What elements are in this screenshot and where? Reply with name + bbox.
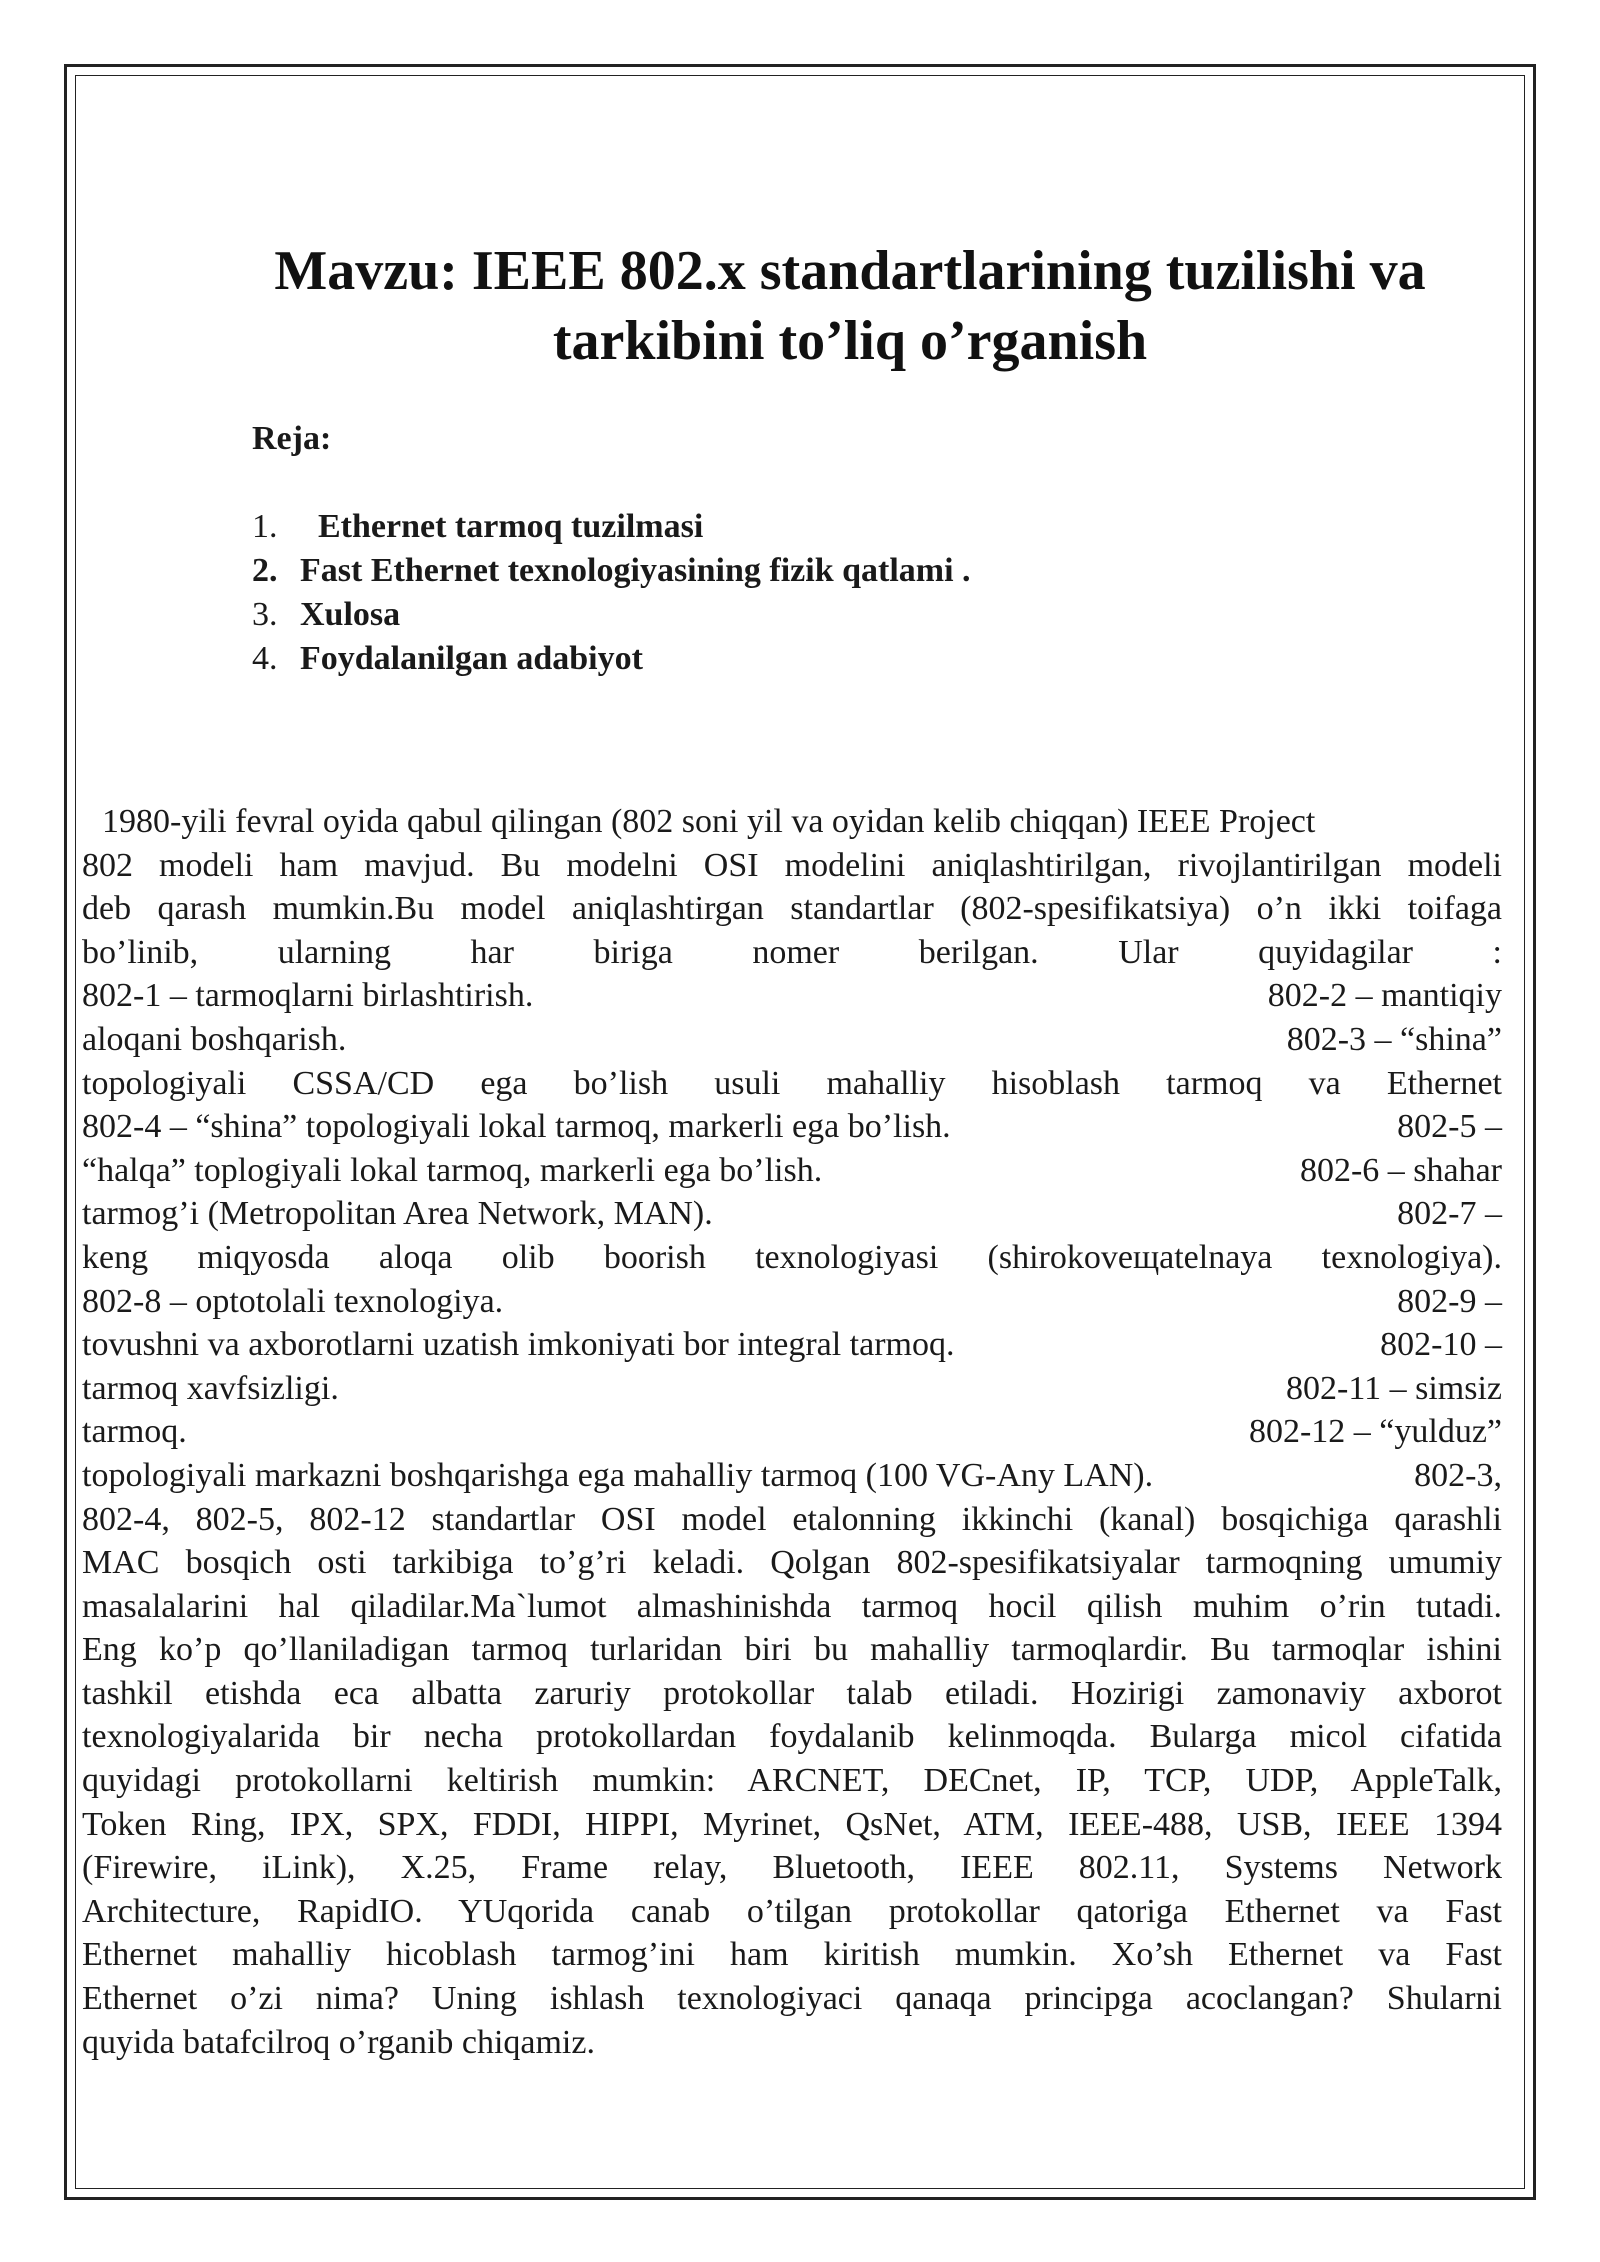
body-paragraph bbox=[82, 800, 1502, 2064]
body-line-text: “halqa” toplogiyali lokal tarmoq, markerli ega bo’lish. bbox=[82, 1151, 823, 1189]
body-line: keng miqyosda aloqa olib boorish texnologiyasi (shirokoveщatelnaya texnologiya). bbox=[82, 1238, 1502, 1276]
body-line-text: 802-7 – bbox=[1397, 1195, 1502, 1233]
body-line bbox=[82, 1280, 1502, 1324]
body-line bbox=[82, 1367, 1502, 1411]
body-line-text: 802-3 – “shina” bbox=[1286, 1020, 1502, 1058]
body-line: tashkil etishda eca albatta zaruriy protokollar talab etiladi. Hozirigi zamonaviy axborot bbox=[82, 1674, 1502, 1712]
plan-list bbox=[252, 505, 971, 681]
plan-item bbox=[252, 505, 971, 549]
body-line-text: 802-2 – mantiqiy bbox=[1267, 977, 1502, 1015]
body-line-text: 802-3, bbox=[1414, 1456, 1502, 1494]
plan-item-number: 3. bbox=[252, 596, 278, 633]
plan-heading: Reja: bbox=[252, 420, 332, 457]
body-line: topologiyali CSSA/CD ega bo’lish usuli mahalliy hisoblash tarmoq va Ethernet bbox=[82, 1064, 1502, 1102]
body-line-text: 802-4 – “shina” topologiyali lokal tarmoq, markerli ega bo’lish. bbox=[82, 1108, 951, 1146]
plan-item-number: 1. bbox=[252, 508, 278, 545]
body-line-text: tarmoq xavfsizligi. bbox=[82, 1369, 339, 1407]
plan-item-label: Ethernet tarmoq tuzilmasi bbox=[318, 508, 704, 545]
document-title bbox=[150, 236, 1550, 376]
body-line-text: 802-8 – optotolali texnologiya. bbox=[82, 1282, 504, 1320]
body-line-text: 802-6 – shahar bbox=[1299, 1151, 1502, 1189]
body-line: Architecture, RapidIO. YUqorida canab o’tilgan protokollar qatoriga Ethernet va Fast bbox=[82, 1892, 1502, 1930]
body-line bbox=[82, 1410, 1502, 1454]
body-line-text: 802-12 – “yulduz” bbox=[1248, 1413, 1502, 1451]
body-line-text: 802-10 – bbox=[1380, 1326, 1502, 1364]
body-line-text: topologiyali markazni boshqarishga ega mahalliy tarmoq (100 VG-Any LAN). bbox=[82, 1456, 1154, 1494]
body-line bbox=[82, 1149, 1502, 1193]
body-line bbox=[82, 1018, 1502, 1062]
body-line-text: 802-11 – simsiz bbox=[1286, 1369, 1502, 1407]
plan-item bbox=[252, 593, 971, 637]
body-line: MAC bosqich osti tarkibiga to’g’ri keladi. Qolgan 802-spesifikatsiyalar tarmoqning umumiy bbox=[82, 1544, 1502, 1582]
body-line: bo’linib, ularning har biriga nomer berilgan. Ular quyidagilar : bbox=[82, 933, 1502, 971]
body-line: Token Ring, IPX, SPX, FDDI, HIPPI, Myrinet, QsNet, ATM, IEEE-488, USB, IEEE 1394 bbox=[82, 1805, 1502, 1843]
plan-item-number: 4. bbox=[252, 640, 278, 677]
body-line-text: tarmog’i (Metropolitan Area Network, MAN). bbox=[82, 1195, 713, 1233]
body-line: texnologiyalarida bir necha protokollardan foydalanib kelinmoqda. Bularga micol cifatida bbox=[82, 1718, 1502, 1756]
body-line: masalalarini hal qiladilar.Ma`lumot almashinishda tarmoq hocil qilish muhim o’rin tutadi. bbox=[82, 1587, 1502, 1625]
body-line-text: tarmoq. bbox=[82, 1413, 187, 1451]
body-line: (Firewire, iLink), X.25, Frame relay, Bluetooth, IEEE 802.11, Systems Network bbox=[82, 1849, 1502, 1887]
body-line bbox=[82, 1192, 1502, 1236]
body-line: 802 modeli ham mavjud. Bu modelni OSI modelini aniqlashtirilgan, rivojlantirilgan modeli bbox=[82, 846, 1502, 884]
plan-item-label: Foydalanilgan adabiyot bbox=[300, 640, 643, 677]
body-line bbox=[82, 1105, 1502, 1149]
body-line-text: aloqani boshqarish. bbox=[82, 1020, 347, 1058]
body-line: 1980-yili fevral oyida qabul qilingan (802 soni yil va oyidan kelib chiqqan) IEEE Project bbox=[102, 803, 1316, 840]
body-line: Ethernet o’zi nima? Uning ishlash texnologiyaci qanaqa principga acoclangan? Shularni bbox=[82, 1980, 1502, 2018]
body-line: quyida batafcilroq o’rganib chiqamiz. bbox=[82, 2023, 595, 2061]
title-line-1: Mavzu: IEEE 802.x standartlarining tuzilishi va bbox=[274, 240, 1426, 302]
body-line-text: 802-5 – bbox=[1397, 1108, 1502, 1146]
body-line-text: tovushni va axborotlarni uzatish imkoniyati bor integral tarmoq. bbox=[82, 1326, 955, 1364]
plan-item-label: Fast Ethernet texnologiyasining fizik qatlami . bbox=[300, 552, 971, 589]
body-line bbox=[82, 1323, 1502, 1367]
body-line-text: 802-9 – bbox=[1397, 1282, 1502, 1320]
body-line bbox=[82, 974, 1502, 1018]
body-line: Ethernet mahalliy hicoblash tarmog’ini ham kiritish mumkin. Xo’sh Ethernet va Fast bbox=[82, 1936, 1502, 1974]
body-line: quyidagi protokollarni keltirish mumkin: ARCNET, DECnet, IP, TCP, UDP, AppleTalk, bbox=[82, 1762, 1502, 1800]
plan-item bbox=[252, 549, 971, 593]
title-line-2: tarkibini to’liq o’rganish bbox=[552, 310, 1148, 372]
body-line: Eng ko’p qo’llaniladigan tarmoq turlaridan biri bu mahalliy tarmoqlardir. Bu tarmoqlar ishini bbox=[82, 1631, 1502, 1669]
plan-item bbox=[252, 637, 971, 681]
body-line: deb qarash mumkin.Bu model aniqlashtirgan standartlar (802-spesifikatsiya) o’n ikki toifaga bbox=[82, 890, 1502, 928]
plan-item-number: 2. bbox=[252, 552, 278, 589]
body-line-text: 802-1 – tarmoqlarni birlashtirish. bbox=[82, 977, 534, 1015]
body-line bbox=[82, 1454, 1502, 1498]
plan-item-label: Xulosa bbox=[300, 596, 401, 633]
body-line: 802-4, 802-5, 802-12 standartlar OSI model etalonning ikkinchi (kanal) bosqichiga qarashli bbox=[82, 1500, 1502, 1538]
